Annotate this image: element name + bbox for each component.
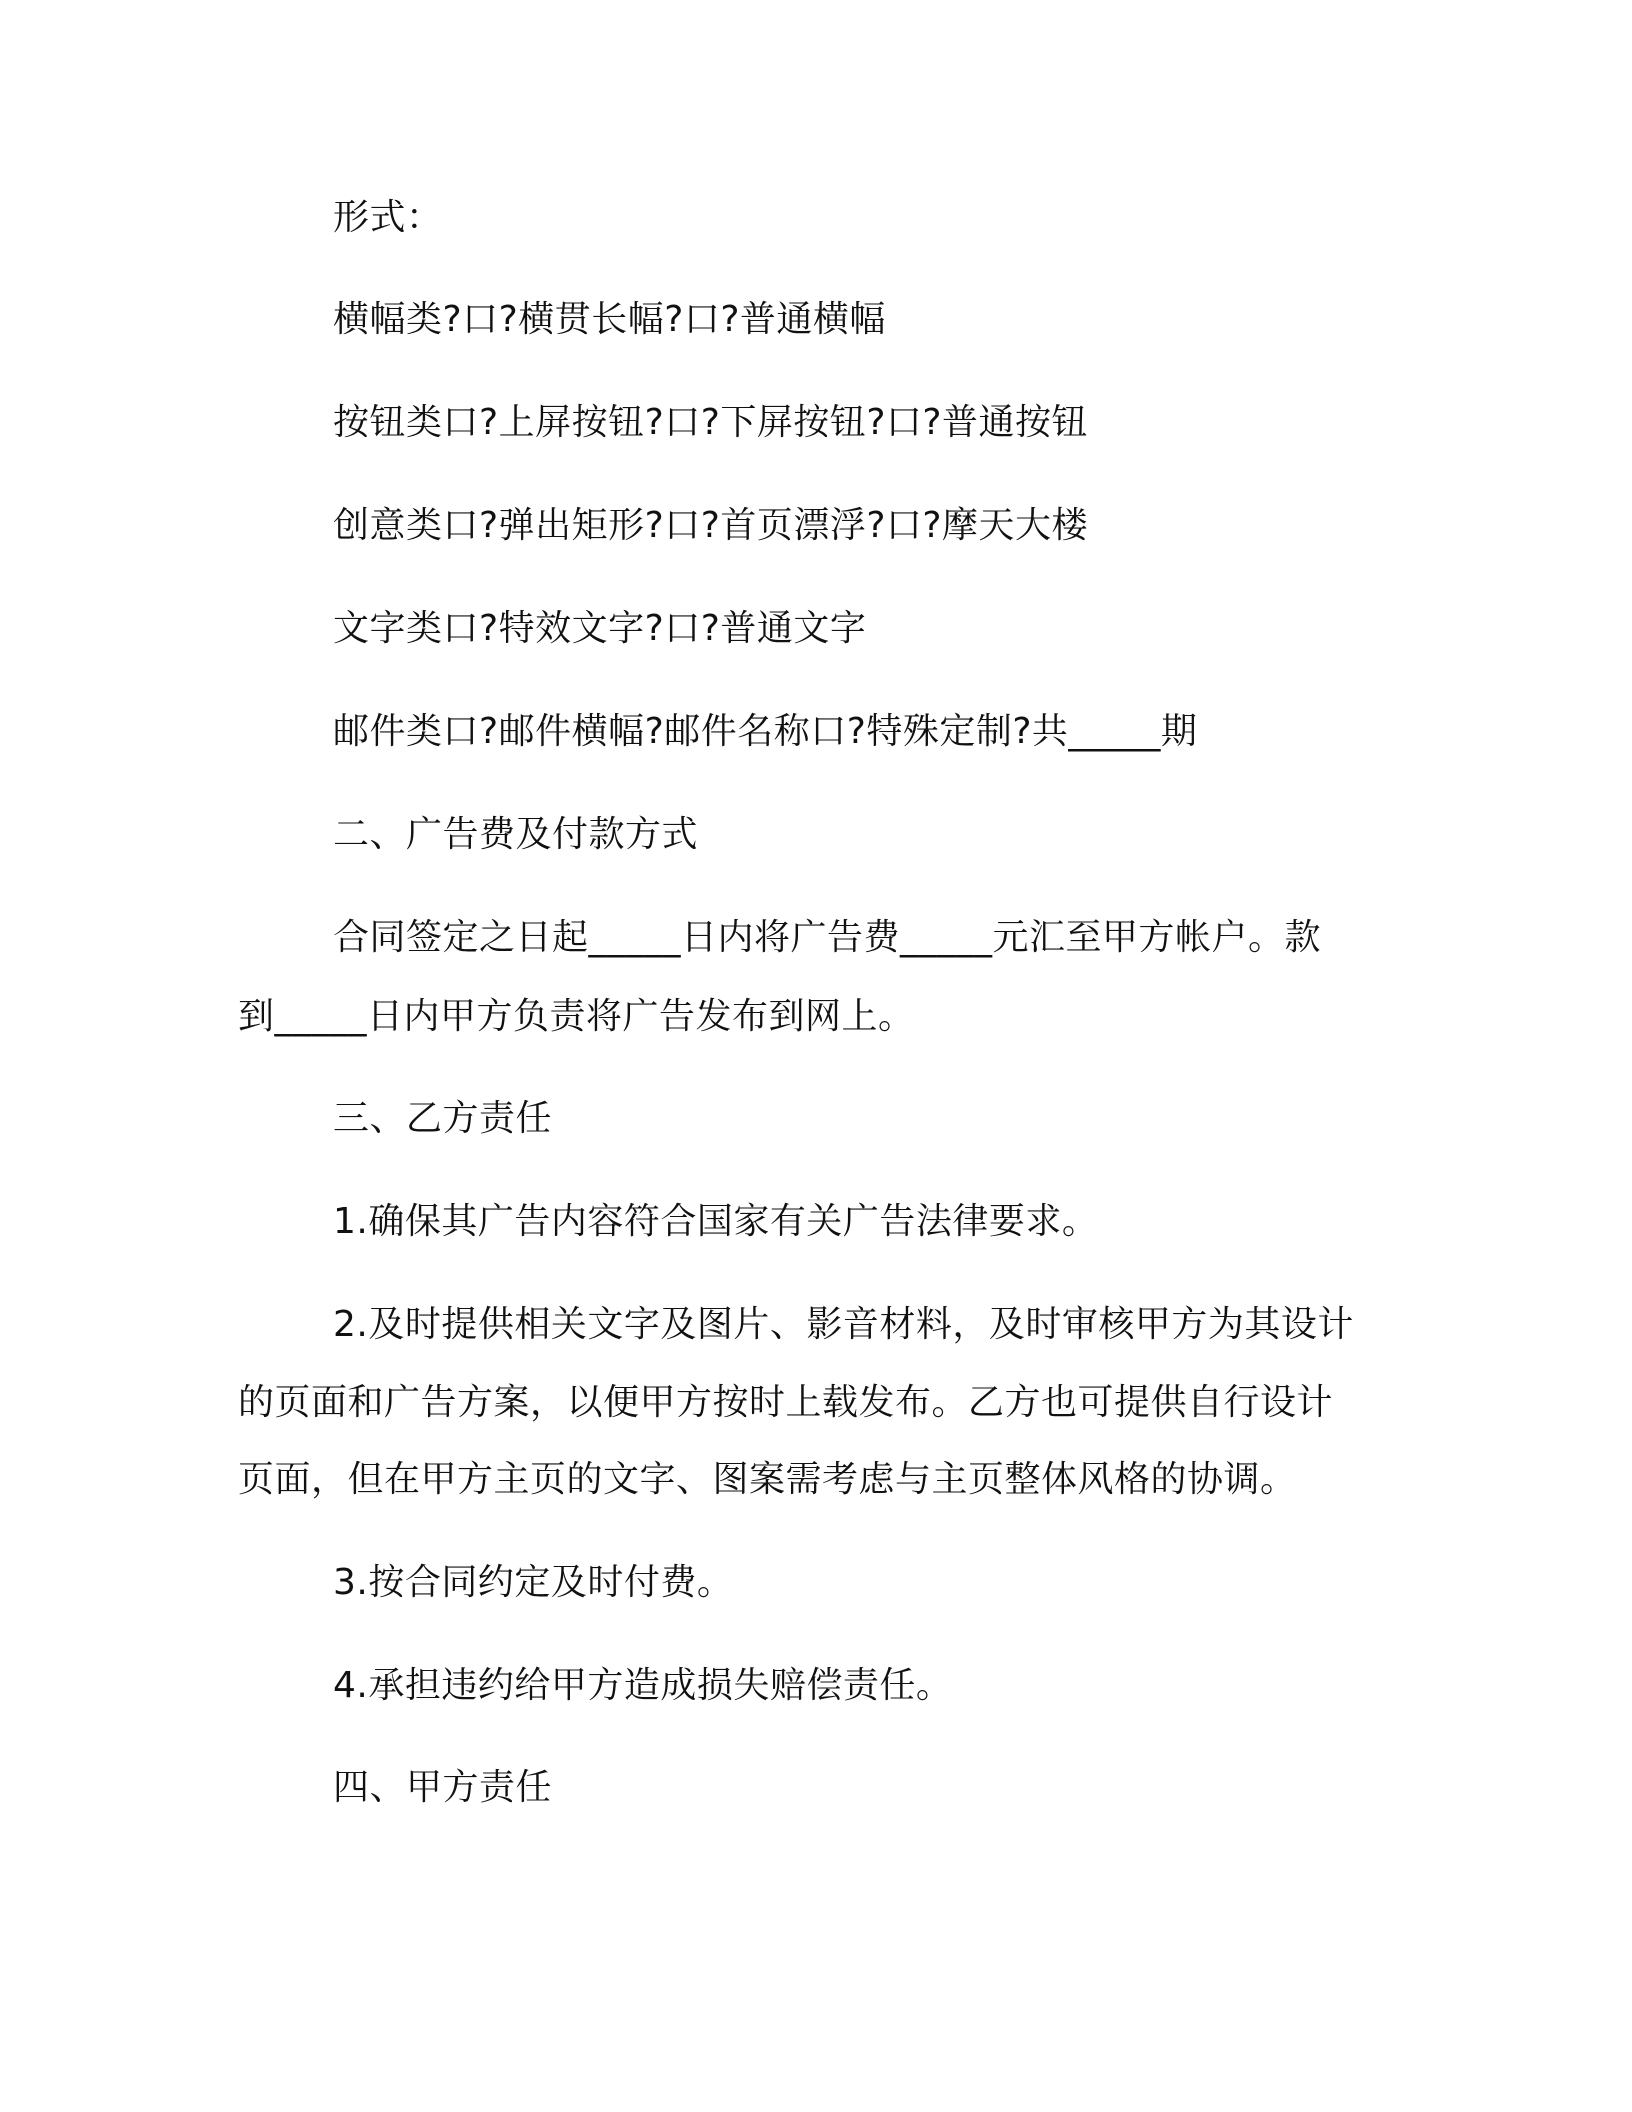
payment-paragraph-line-2: 到_____日内甲方负责将广告发布到网上。 bbox=[238, 996, 915, 1037]
button-type-line: 按钮类口?上屏按钮?口?下屏按钮?口?普通按钮 bbox=[333, 402, 1089, 443]
party-b-item-4: 4.承担违约给甲方造成损失赔偿责任。 bbox=[333, 1665, 953, 1706]
section-four-heading: 四、甲方责任 bbox=[333, 1767, 553, 1808]
section-three-heading: 三、乙方责任 bbox=[333, 1098, 553, 1139]
party-b-item-2-line-2: 的页面和广告方案，以便甲方按时上载发布。乙方也可提供自行设计 bbox=[238, 1382, 1334, 1423]
party-b-item-1: 1.确保其广告内容符合国家有关广告法律要求。 bbox=[333, 1201, 1099, 1242]
section-two-heading: 二、广告费及付款方式 bbox=[333, 814, 699, 855]
party-b-item-2-line-3: 页面，但在甲方主页的文字、图案需考虑与主页整体风格的协调。 bbox=[238, 1459, 1297, 1500]
party-b-item-2-line-1: 2.及时提供相关文字及图片、影音材料，及时审核甲方为其设计 bbox=[333, 1304, 1354, 1345]
banner-type-line: 横幅类?口?横贯长幅?口?普通横幅 bbox=[333, 299, 886, 340]
payment-paragraph-line-1: 合同签定之日起_____日内将广告费_____元汇至甲方帐户。款 bbox=[333, 917, 1322, 958]
creative-type-line: 创意类口?弹出矩形?口?首页漂浮?口?摩天大楼 bbox=[333, 505, 1089, 546]
text-type-line: 文字类口?特效文字?口?普通文字 bbox=[333, 608, 867, 649]
email-type-line: 邮件类口?邮件横幅?邮件名称口?特殊定制?共_____期 bbox=[333, 711, 1198, 752]
form-heading: 形式： bbox=[333, 197, 443, 238]
party-b-item-3: 3.按合同约定及时付费。 bbox=[333, 1562, 734, 1603]
